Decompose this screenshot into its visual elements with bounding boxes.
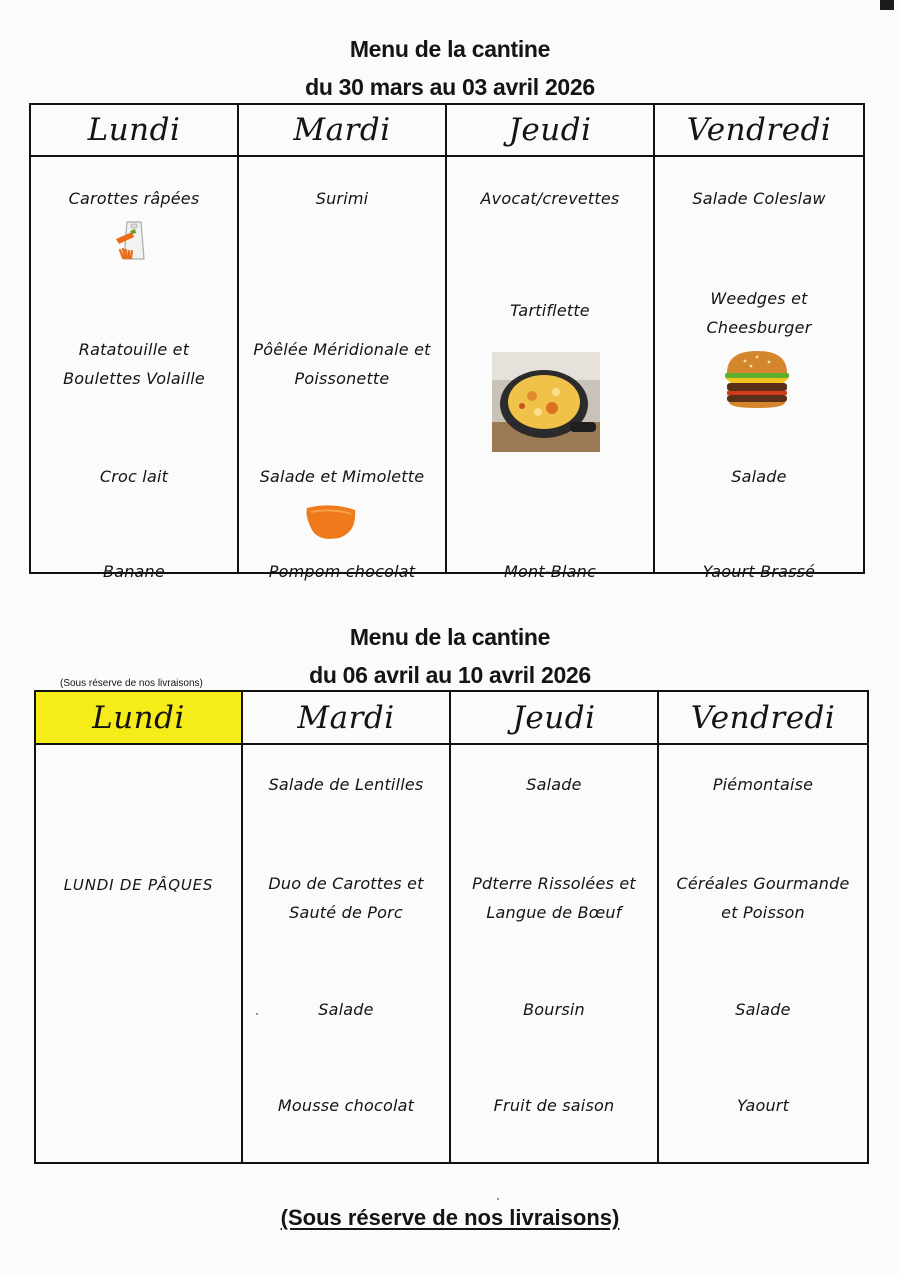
week1-mardi-entree: Surimi	[315, 189, 369, 208]
week2-header-lundi: Lundi	[36, 692, 243, 745]
week1-vendredi-entree: Salade Coleslaw	[692, 189, 826, 208]
week2-vendredi-plat-line2: et Poisson	[721, 903, 805, 922]
week1-jeudi-cell	[447, 157, 655, 581]
week2-header-vendredi: Vendredi	[659, 692, 867, 745]
week1-title: Menu de la cantine	[349, 36, 551, 62]
week2-title: Menu de la cantine	[349, 624, 551, 650]
footer-delivery-note	[0, 1205, 900, 1231]
burger-image	[721, 347, 793, 409]
week2-jeudi-entree: Salade	[526, 775, 582, 794]
week2-mardi-plat-line2: Sauté de Porc	[289, 903, 403, 922]
week1-mardi-laitage: Salade et Mimolette	[259, 467, 425, 486]
tartiflette-image	[492, 352, 600, 452]
scan-speck	[256, 1013, 258, 1015]
footer-delivery-note-text: (Sous réserve de nos livraisons)	[280, 1205, 620, 1230]
week1-vendredi-cell	[655, 157, 863, 581]
week2-dates: du 06 avril au 10 avril 2026	[309, 662, 591, 688]
week2-jeudi-plat-line1: Pdterre Rissolées et	[472, 874, 636, 893]
week2-lundi-cell	[36, 745, 243, 1162]
week2-vendredi-laitage: Salade	[735, 1000, 791, 1019]
week2-header-jeudi: Jeudi	[451, 692, 659, 745]
week1-mardi-dessert: Pompom chocolat	[268, 562, 416, 581]
mimolette-cheese-image	[303, 502, 359, 542]
week2-jeudi-cell	[451, 745, 659, 1162]
week2-vendredi-cell	[659, 745, 867, 1162]
week1-jeudi-plat: Tartiflette	[510, 301, 590, 320]
week2-mardi-laitage: Salade	[318, 1000, 374, 1019]
week1-lundi-entree: Carottes râpées	[68, 189, 200, 208]
week1-vendredi-plat-line2: Cheesburger	[706, 318, 812, 337]
week2-mardi-cell	[243, 745, 451, 1162]
week1-vendredi-dessert: Yaourt Brassé	[702, 562, 816, 581]
week1-jeudi-entree: Avocat/crevettes	[480, 189, 620, 208]
week2-jeudi-plat-line2: Langue de Bœuf	[486, 903, 622, 922]
week2-menu-table	[34, 690, 869, 1164]
week2-vendredi-plat-line1: Céréales Gourmande	[676, 874, 850, 893]
week1-vendredi-plat-line1: Weedges et	[710, 289, 808, 308]
week2-header-mardi: Mardi	[243, 692, 451, 745]
scan-corner-mark	[880, 0, 894, 10]
week1-lundi-plat-line2: Boulettes Volaille	[63, 369, 205, 388]
carrot-grater-image	[113, 219, 145, 261]
week2-vendredi-entree: Piémontaise	[712, 775, 814, 794]
week1-header-lundi: Lundi	[31, 105, 239, 157]
week2-jeudi-dessert: Fruit de saison	[493, 1096, 615, 1115]
week2-delivery-note: (Sous réserve de nos livraisons)	[60, 678, 203, 689]
week1-mardi-plat-line1: Pôêlée Méridionale et	[253, 340, 431, 359]
week2-mardi-entree: Salade de Lentilles	[268, 775, 424, 794]
week1-menu-table	[29, 103, 865, 581]
scan-speck	[497, 1198, 499, 1200]
week1-lundi-laitage: Croc lait	[99, 467, 169, 486]
week1-jeudi-dessert: Mont-Blanc	[504, 562, 596, 581]
week1-lundi-dessert: Banane	[103, 562, 165, 581]
week2-jeudi-laitage: Boursin	[523, 1000, 585, 1019]
week1-header-vendredi: Vendredi	[655, 105, 863, 157]
week1-header-mardi: Mardi	[239, 105, 447, 157]
week2-mardi-plat-line1: Duo de Carottes et	[268, 874, 424, 893]
week2-mardi-dessert: Mousse chocolat	[277, 1096, 415, 1115]
week2-lundi-holiday: LUNDI DE PÂQUES	[63, 876, 214, 894]
week1-mardi-plat-line2: Poissonette	[294, 369, 390, 388]
week1-lundi-plat-line1: Ratatouille et	[78, 340, 190, 359]
week1-lundi-cell	[31, 157, 239, 581]
week2-vendredi-dessert: Yaourt	[736, 1096, 790, 1115]
week1-mardi-cell	[239, 157, 447, 581]
week1-dates: du 30 mars au 03 avril 2026	[305, 74, 595, 100]
week1-vendredi-laitage: Salade	[731, 467, 787, 486]
week1-header-jeudi: Jeudi	[447, 105, 655, 157]
